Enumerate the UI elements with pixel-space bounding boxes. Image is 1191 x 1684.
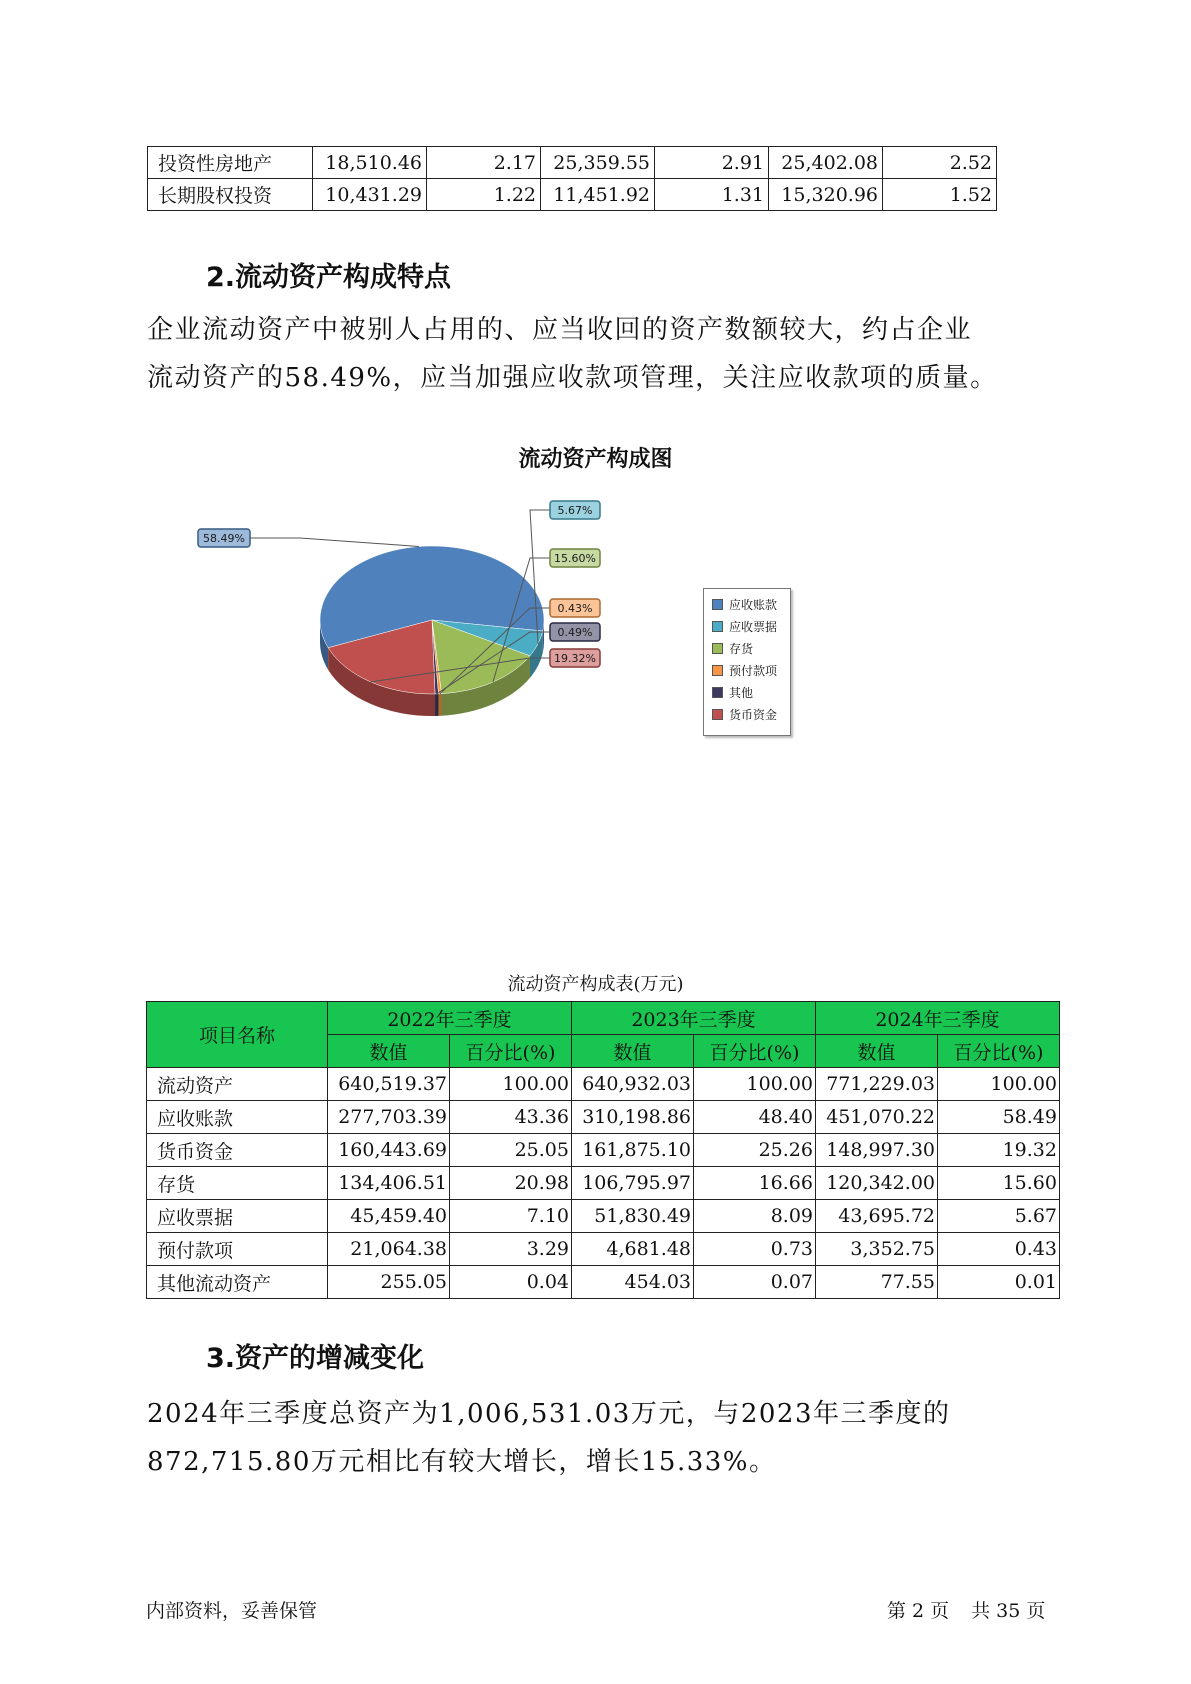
row-label: 其他流动资产: [147, 1266, 328, 1299]
data-label: 19.32%: [554, 652, 596, 665]
legend-swatch: [712, 709, 723, 720]
table-cell: 2.17: [427, 147, 541, 179]
legend-label: 其他: [729, 685, 754, 700]
table-row: [147, 1101, 1060, 1134]
paragraph-line: 企业流动资产中被别人占用的、应当收回的资产数额较大，约占企业: [147, 315, 973, 345]
table-cell: 161,875.10: [572, 1134, 694, 1167]
paragraph-asset-change: [147, 1390, 1057, 1486]
row-label: 流动资产: [147, 1068, 328, 1101]
legend-swatch: [712, 665, 723, 676]
legend-label: 预付款项: [729, 663, 778, 678]
table-cell: 45,459.40: [328, 1200, 450, 1233]
data-label: 5.67%: [557, 504, 593, 517]
table-cell: 16.66: [694, 1167, 816, 1200]
legend-label: 应收账款: [729, 597, 778, 612]
table-cell: 25.05: [450, 1134, 572, 1167]
table-cell: 160,443.69: [328, 1134, 450, 1167]
table-cell: 7.10: [450, 1200, 572, 1233]
table-row: [148, 147, 997, 179]
footer-total-unit: 页: [1026, 1600, 1046, 1622]
footer-page-info: [887, 1596, 1051, 1623]
table-cell: 1.52: [883, 179, 997, 211]
table-cell: 451,070.22: [816, 1101, 938, 1134]
header-year: 2022年三季度: [328, 1002, 572, 1035]
table-cell: 25,359.55: [541, 147, 655, 179]
section-heading-current-assets: 2.流动资产构成特点: [206, 262, 452, 293]
footer-total-prefix: 共: [971, 1600, 991, 1622]
header-year: 2023年三季度: [572, 1002, 816, 1035]
table-cell: 25.26: [694, 1134, 816, 1167]
pie-slice-side: [435, 694, 438, 716]
legend-item: [704, 659, 790, 681]
table-cell: 5.67: [938, 1200, 1060, 1233]
table-cell: 25,402.08: [769, 147, 883, 179]
table-cell: 15,320.96: [769, 179, 883, 211]
footer-total-pages: 35: [996, 1600, 1021, 1622]
row-label: 存货: [147, 1167, 328, 1200]
table-cell: 120,342.00: [816, 1167, 938, 1200]
table-cell: 43,695.72: [816, 1200, 938, 1233]
footer-page-prefix: 第: [887, 1600, 907, 1622]
paragraph-current-assets: [147, 306, 1057, 402]
table-cell: 100.00: [450, 1068, 572, 1101]
header-percent: 百分比(%): [450, 1035, 572, 1068]
table-cell: 58.49: [938, 1101, 1060, 1134]
legend-item: [704, 681, 790, 703]
row-label: 应收票据: [147, 1200, 328, 1233]
table-row: [147, 1134, 1060, 1167]
chart-title: 流动资产构成图: [518, 447, 673, 472]
legend-label: 应收票据: [729, 619, 778, 634]
legend-item: [704, 593, 790, 615]
table-cell: 43.36: [450, 1101, 572, 1134]
header-value: 数值: [816, 1035, 938, 1068]
header-percent: 百分比(%): [938, 1035, 1060, 1068]
table-cell: 18,510.46: [313, 147, 427, 179]
table-cell: 51,830.49: [572, 1200, 694, 1233]
top-asset-table: [147, 146, 997, 211]
chart-legend: [703, 588, 791, 736]
footer-page-number: 2: [912, 1600, 925, 1622]
header-item-name: 项目名称: [147, 1002, 328, 1068]
table-cell: 21,064.38: [328, 1233, 450, 1266]
table-cell: 2.91: [655, 147, 769, 179]
legend-item: [704, 703, 790, 725]
table-cell: 106,795.97: [572, 1167, 694, 1200]
table-cell: 0.43: [938, 1233, 1060, 1266]
legend-swatch: [712, 621, 723, 632]
table-cell: 2.52: [883, 147, 997, 179]
header-percent: 百分比(%): [694, 1035, 816, 1068]
header-year: 2024年三季度: [816, 1002, 1060, 1035]
paragraph-line: 流动资产的58.49%，应当加强应收款项管理，关注应收款项的质量。: [147, 363, 998, 393]
table-cell: 10,431.29: [313, 179, 427, 211]
table-cell: 15.60: [938, 1167, 1060, 1200]
data-label: 0.49%: [557, 626, 593, 639]
pie-slice-side: [438, 694, 441, 716]
current-assets-table: [146, 1001, 1060, 1299]
row-label: 长期股权投资: [148, 179, 313, 211]
legend-item: [704, 637, 790, 659]
table-cell: 100.00: [938, 1068, 1060, 1101]
table-cell: 11,451.92: [541, 179, 655, 211]
pie-chart: [195, 504, 665, 750]
table-cell: 3.29: [450, 1233, 572, 1266]
data-label: 0.43%: [557, 602, 593, 615]
table-cell: 1.31: [655, 179, 769, 211]
legend-swatch: [712, 643, 723, 654]
table-cell: 77.55: [816, 1266, 938, 1299]
row-label: 货币资金: [147, 1134, 328, 1167]
legend-label: 存货: [729, 641, 754, 656]
table-row: [147, 1068, 1060, 1101]
header-value: 数值: [328, 1035, 450, 1068]
data-label: 15.60%: [554, 552, 596, 565]
table-cell: 640,932.03: [572, 1068, 694, 1101]
table-cell: 3,352.75: [816, 1233, 938, 1266]
table-cell: 19.32: [938, 1134, 1060, 1167]
header-value: 数值: [572, 1035, 694, 1068]
table-cell: 0.73: [694, 1233, 816, 1266]
legend-swatch: [712, 687, 723, 698]
leader-line: [250, 538, 419, 547]
table-cell: 255.05: [328, 1266, 450, 1299]
table-row: [147, 1200, 1060, 1233]
table-cell: 8.09: [694, 1200, 816, 1233]
table-cell: 640,519.37: [328, 1068, 450, 1101]
table-cell: 0.04: [450, 1266, 572, 1299]
footer-page-unit: 页: [930, 1600, 950, 1622]
table-cell: 1.22: [427, 179, 541, 211]
table-cell: 148,997.30: [816, 1134, 938, 1167]
table-cell: 454.03: [572, 1266, 694, 1299]
table-cell: 4,681.48: [572, 1233, 694, 1266]
paragraph-line: 872,715.80万元相比有较大增长，增长15.33%。: [147, 1447, 777, 1477]
table-cell: 310,198.86: [572, 1101, 694, 1134]
paragraph-line: 2024年三季度总资产为1,006,531.03万元，与2023年三季度的: [147, 1399, 951, 1429]
table-cell: 771,229.03: [816, 1068, 938, 1101]
table-caption: 流动资产构成表(万元): [507, 974, 684, 995]
row-label: 预付款项: [147, 1233, 328, 1266]
table-cell: 48.40: [694, 1101, 816, 1134]
table-row: [147, 1233, 1060, 1266]
table-cell: 0.01: [938, 1266, 1060, 1299]
legend-swatch: [712, 599, 723, 610]
row-label: 应收账款: [147, 1101, 328, 1134]
table-cell: 0.07: [694, 1266, 816, 1299]
section-heading-asset-change: 3.资产的增减变化: [206, 1343, 425, 1374]
table-cell: 20.98: [450, 1167, 572, 1200]
table-cell: 134,406.51: [328, 1167, 450, 1200]
table-row: [147, 1266, 1060, 1299]
table-row: [147, 1167, 1060, 1200]
data-label: 58.49%: [203, 532, 245, 545]
row-label: 投资性房地产: [148, 147, 313, 179]
legend-label: 货币资金: [729, 707, 778, 722]
footer-confidential-note: 内部资料，妥善保管: [146, 1600, 318, 1622]
table-row: [148, 179, 997, 211]
table-cell: 277,703.39: [328, 1101, 450, 1134]
table-cell: 100.00: [694, 1068, 816, 1101]
legend-item: [704, 615, 790, 637]
